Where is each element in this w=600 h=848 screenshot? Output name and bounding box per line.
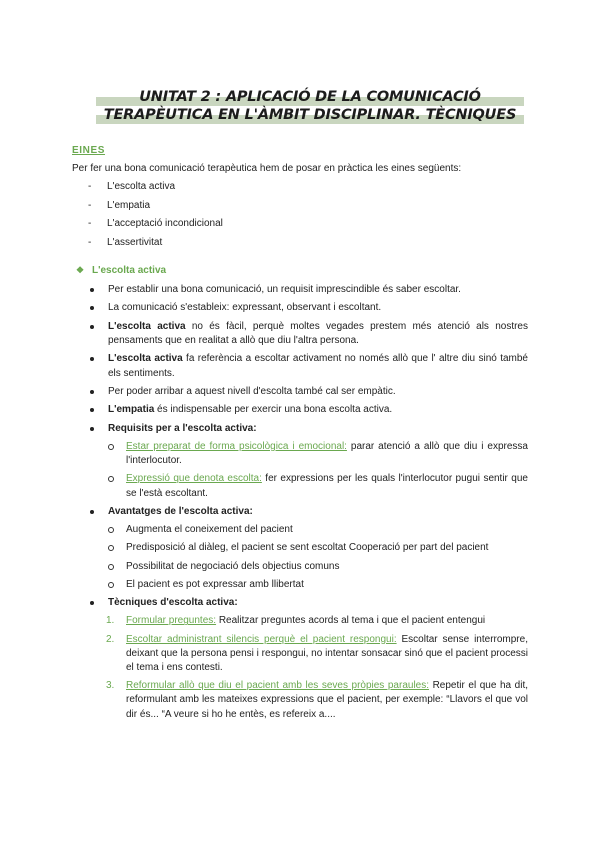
list-item: Estar preparat de forma psicològica i emocional: parar atenció a allò que diu i expressa l'interlocutor. xyxy=(108,440,528,468)
eines-heading: EINES xyxy=(72,145,106,156)
circle-bullet-icon xyxy=(108,476,114,482)
bullet-icon xyxy=(90,510,94,514)
title-line-1: UNITAT 2 : APLICACIÓ DE LA COMUNICACIÓ xyxy=(96,88,524,106)
circle-bullet-icon xyxy=(108,564,114,570)
bullet-icon xyxy=(90,408,94,412)
bullet-icon xyxy=(90,306,94,310)
escolta-heading: ❖ L'escolta activa xyxy=(76,265,167,276)
eines-intro: Per fer una bona comunicació terapèutica hem de posar en pràctica les eines següents: xyxy=(72,163,462,174)
list-item: L'escolta activa fa referència a escoltar activament no només allò que l' altre diu sinó també els sentiments. xyxy=(90,352,528,380)
list-item: 2. Escoltar administrant silencis perquè el pacient respongui: Escoltar sense interrompre, deixant que la persona pensi i respongui, no intentar sonsacar sinó que el pacient processi el tema i ens contesti. xyxy=(106,633,528,673)
circle-bullet-icon xyxy=(108,527,114,533)
circle-bullet-icon xyxy=(108,582,114,588)
list-item: El pacient es pot expressar amb llibertat xyxy=(108,578,528,592)
document-page: UNITAT 2 : APLICACIÓ DE LA COMUNICACIÓ TERAPÈUTICA EN L'ÀMBIT DISCIPLINAR. TÈCNIQUES EINES Per fer una bona comunicació terapèutica hem de posar en pràctica les eines següents: - L'escolta activa - L'empatia - L'acceptació incondicional - L'assertivitat ❖ L'escolta activa Per establir una bona comunicació, un requisit imprescindible és saber escoltar. La comunicació s'estableix: expressant, observant i escoltant. L'escolta activa no és fàcil, perquè moltes vegades prestem més atenció als nostres pensaments que en realitat a allò que diu l'altra persona. L'escolta activa fa referència a escoltar activament no només allò que l' altre diu sinó també els sentiments. Per poder arribar a aquest nivell d'escolta també cal ser empàtic. L'empatia és indispensable per exercir una bona escolta activa. Requisits per a l'escolta activa: Estar preparat de forma psicològica i emocional: parar atenció a allò que diu i expressa l'interlocutor. Expressió que denota escolta: fer expressions per les quals l'interlocutor pugui sentir que se l'està escoltant. Avantatges de l'escolta activa: Augmenta el coneixement del pacient Predisposició al diàleg, el pacient se sent escoltat Cooperació per part del pacient Possibilitat de negociació dels objectius comuns El pacient es pot expressar amb llibertat Tècniques d'escolta activa: 1. Formular preguntes: Realitzar preguntes acords al tema i que el pacient entengui 2. Escoltar administrant silencis perquè el pacient respongui: Escoltar sense interrompre, deixant que la persona pensi i respongui, no intentar sonsacar sinó que el pacient processi el tema i ens contesti. 3. Reformular allò que diu el pacient amb les seves pròpies paraules: Repetir el que ha dit, reformulant amb les mateixes expressions que el pacient, per exemple: “Llavors el que vol dir és... “A veure si ho he entès, es refereix a.... xyxy=(0,0,600,848)
list-item: Augmenta el coneixement del pacient xyxy=(108,523,528,537)
bullet-icon xyxy=(90,357,94,361)
list-item: 1. Formular preguntes: Realitzar preguntes acords al tema i que el pacient entengui xyxy=(106,615,486,627)
circle-bullet-icon xyxy=(108,545,114,551)
list-item: Predisposició al diàleg, el pacient se sent escoltat Cooperació per part del pacient xyxy=(108,541,528,555)
list-item: L'escolta activa no és fàcil, perquè moltes vegades prestem més atenció als nostres pensaments que en realitat a allò que diu l'altra persona. xyxy=(90,320,528,348)
list-item: L'empatia és indispensable per exercir una bona escolta activa. xyxy=(90,403,528,417)
bullet-icon xyxy=(90,601,94,605)
circle-bullet-icon xyxy=(108,444,114,450)
unit-title xyxy=(96,88,524,124)
diamond-bullet-icon: ❖ xyxy=(76,265,85,275)
list-item: Per establir una bona comunicació, un requisit imprescindible és saber escoltar. xyxy=(90,283,528,297)
requisits-section: Requisits per a l'escolta activa: Estar preparat de forma psicològica i emocional: parar atenció a allò que diu i expressa l'interlocutor. Expressió que denota escolta: fer expressions per les quals l'interlocutor pugui sentir que se l'està escoltant. xyxy=(90,422,528,501)
list-item: Expressió que denota escolta: fer expressions per les quals l'interlocutor pugui sentir que se l'està escoltant. xyxy=(108,472,528,500)
title-line-2: TERAPÈUTICA EN L'ÀMBIT DISCIPLINAR. TÈCNIQUES xyxy=(96,106,524,124)
list-item: Possibilitat de negociació dels objectius comuns xyxy=(108,560,528,574)
escolta-bullet-list xyxy=(90,283,528,726)
list-item: 3. Reformular allò que diu el pacient amb les seves pròpies paraules: Repetir el que ha dit, reformulant amb les mateixes expressions que el pacient, per exemple: “Llavors el que vol dir és... “A veure si ho he entès, es refereix a.... xyxy=(106,680,528,720)
bullet-icon xyxy=(90,390,94,394)
tecniques-section: Tècniques d'escolta activa: 1. Formular preguntes: Realitzar preguntes acords al tema i que el pacient entengui 2. Escoltar administrant silencis perquè el pacient respongui: Escoltar sense interrompre, deixant que la persona pensi i respongui, no intentar sonsacar sinó que el pacient processi el tema i ens contesti. 3. Reformular allò que diu el pacient amb les seves pròpies paraules: Repetir el que ha dit, reformulant amb les mateixes expressions que el pacient, per exemple: “Llavors el que vol dir és... “A veure si ho he entès, es refereix a.... xyxy=(90,596,528,722)
list-item: Per poder arribar a aquest nivell d'escolta també cal ser empàtic. xyxy=(90,385,528,399)
bullet-icon xyxy=(90,427,94,431)
list-item: La comunicació s'estableix: expressant, observant i escoltant. xyxy=(90,301,528,315)
avantatges-section: Avantatges de l'escolta activa: Augmenta el coneixement del pacient Predisposició al diàleg, el pacient se sent escoltat Cooperació per part del pacient Possibilitat de negociació dels objectius comuns El pacient es pot expressar amb llibertat xyxy=(90,505,528,592)
bullet-icon xyxy=(90,288,94,292)
bullet-icon xyxy=(90,325,94,329)
